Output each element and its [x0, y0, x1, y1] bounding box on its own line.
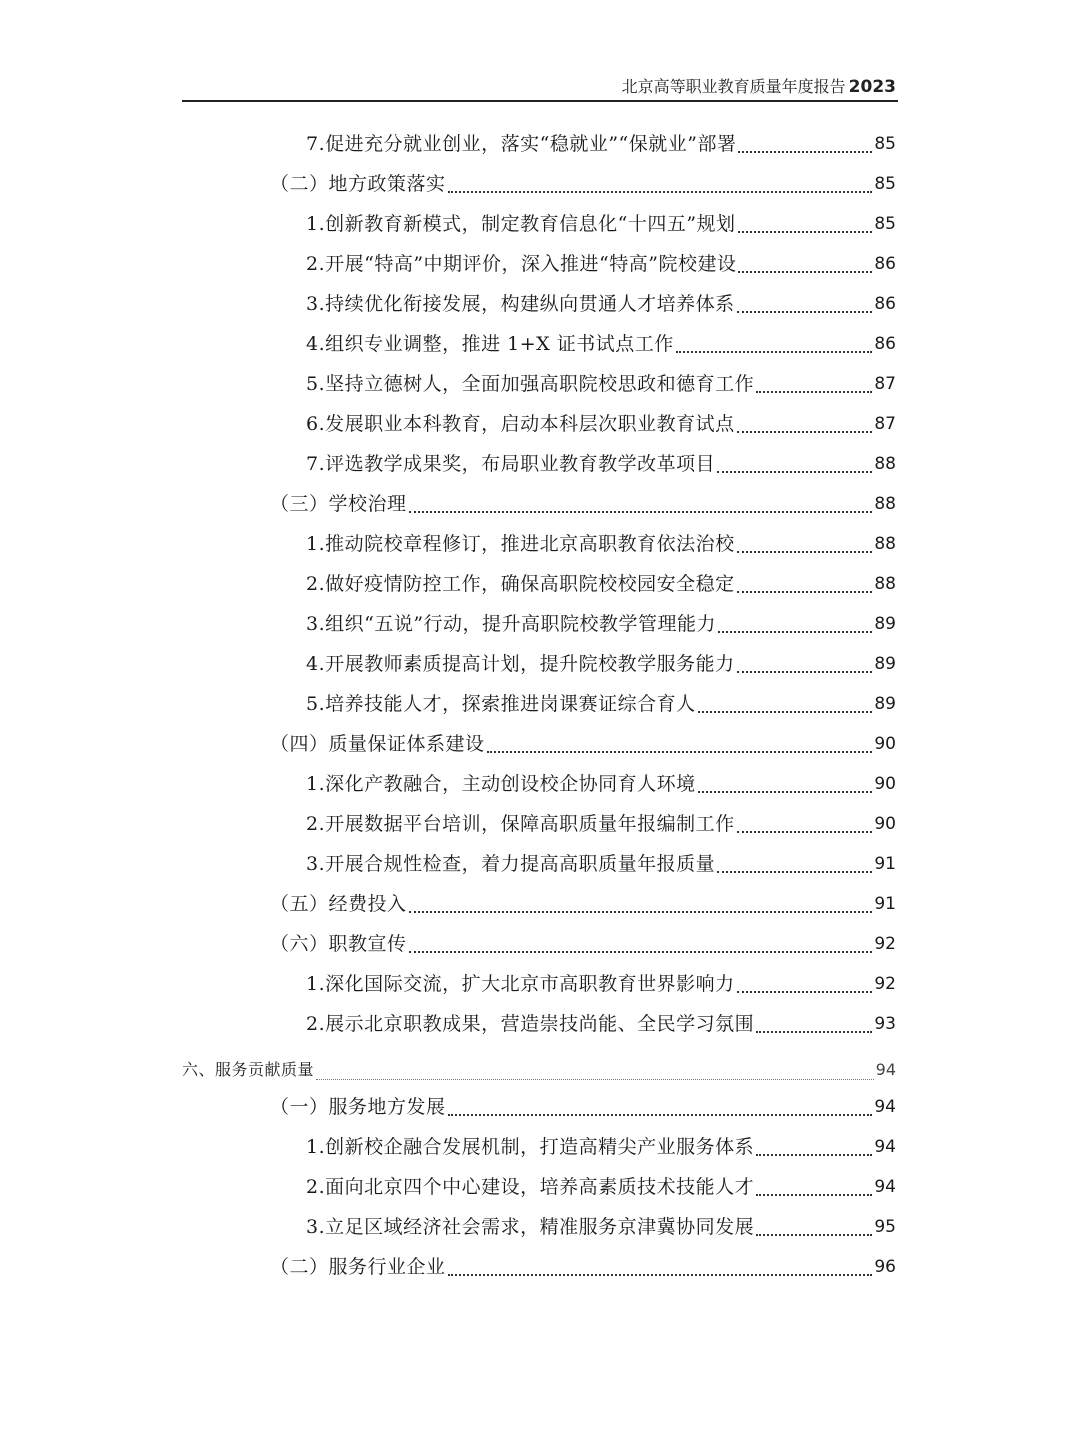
toc-entry[interactable] [306, 324, 896, 364]
toc-entry-page: 90 [874, 814, 896, 834]
dot-leader [717, 865, 872, 873]
dot-leader [738, 225, 873, 233]
toc-entry-page: 88 [874, 574, 896, 594]
toc-entry-title: 1.创新校企融合发展机制，打造高精尖产业服务体系 [306, 1136, 755, 1158]
toc-entry-title: 5.坚持立德树人，全面加强高职院校思政和德育工作 [306, 373, 755, 395]
toc-entry[interactable] [306, 964, 896, 1004]
dot-leader [737, 825, 873, 833]
toc-entry-title: 2.面向北京四个中心建设，培养高素质技术技能人才 [306, 1176, 755, 1198]
toc-entry[interactable] [270, 724, 896, 764]
toc-entry-page: 90 [874, 734, 896, 754]
toc-entry-title: （二）地方政策落实 [270, 173, 446, 195]
toc-entry-title: 3.持续优化衔接发展，构建纵向贯通人才培养体系 [306, 293, 735, 315]
page-header [182, 72, 898, 102]
header-title [622, 74, 896, 97]
toc-entry[interactable] [306, 204, 896, 244]
dot-leader [717, 465, 872, 473]
toc-entry[interactable] [306, 404, 896, 444]
toc-entry-title: 7.评选教学成果奖，布局职业教育教学改革项目 [306, 453, 716, 475]
toc-entry-page: 88 [874, 494, 896, 514]
dot-leader [737, 665, 873, 673]
toc-entry-title: （二）服务行业企业 [270, 1256, 446, 1278]
toc-entry[interactable] [270, 484, 896, 524]
toc-entry-page: 90 [874, 774, 896, 794]
toc-entry-title: （一）服务地方发展 [270, 1096, 446, 1118]
dot-leader [738, 265, 872, 273]
toc-entry-title: 3.组织“五说”行动，提升高职院校教学管理能力 [306, 613, 717, 635]
dot-leader [738, 145, 872, 153]
dot-leader [756, 1228, 872, 1236]
dot-leader [737, 585, 873, 593]
toc-entry-page: 93 [874, 1014, 896, 1034]
dot-leader [698, 705, 873, 713]
dot-leader [448, 185, 873, 193]
toc-entry-title: 2.开展“特高”中期评价，深入推进“特高”院校建设 [306, 253, 737, 275]
toc-entry-title: 2.开展数据平台培训，保障高职质量年报编制工作 [306, 813, 735, 835]
header-year: 2023 [848, 77, 896, 97]
toc-entry-page: 91 [874, 854, 896, 874]
toc-entry[interactable] [306, 1127, 896, 1167]
toc-entry-title: 4.开展教师素质提高计划，提升院校教学服务能力 [306, 653, 735, 675]
toc-entry-title: 3.开展合规性检查，着力提高高职质量年报质量 [306, 853, 716, 875]
toc-entry[interactable] [306, 764, 896, 804]
toc-entry-page: 91 [874, 894, 896, 914]
dot-leader [756, 1148, 872, 1156]
toc-entry[interactable] [306, 844, 896, 884]
toc-entry-title: 2.展示北京职教成果，营造崇技尚能、全民学习氛围 [306, 1013, 755, 1035]
toc-entry-title: 6.发展职业本科教育，启动本科层次职业教育试点 [306, 413, 735, 435]
dot-leader [737, 425, 873, 433]
toc-entry-page: 95 [874, 1217, 896, 1237]
toc-entry[interactable] [270, 924, 896, 964]
dot-leader [737, 545, 873, 553]
toc-entry-page: 88 [874, 534, 896, 554]
toc-entry[interactable] [306, 444, 896, 484]
toc-entry-title: 1.推动院校章程修订，推进北京高职教育依法治校 [306, 533, 735, 555]
toc-entry[interactable] [306, 524, 896, 564]
toc-entry-page: 87 [874, 374, 896, 394]
dot-leader [409, 905, 873, 913]
toc-entry[interactable] [306, 684, 896, 724]
toc-entry-page: 87 [874, 414, 896, 434]
toc-entry-title: 1.深化产教融合，主动创设校企协同育人环境 [306, 773, 696, 795]
dot-leader [718, 625, 872, 633]
toc-entry-title: 1.深化国际交流，扩大北京市高职教育世界影响力 [306, 973, 735, 995]
toc-entry-title: 3.立足区域经济社会需求，精准服务京津冀协同发展 [306, 1216, 755, 1238]
toc-entry-page: 96 [874, 1257, 896, 1277]
toc-entry-page: 89 [874, 694, 896, 714]
dot-leader [448, 1108, 873, 1116]
toc-entry-page: 92 [874, 934, 896, 954]
toc-entry[interactable] [306, 124, 896, 164]
toc-entry-title: （四）质量保证体系建设 [270, 733, 485, 755]
dot-leader [487, 745, 873, 753]
toc-entry-title: 六、服务贡献质量 [182, 1060, 315, 1079]
dot-leader [448, 1268, 873, 1276]
toc-entry[interactable] [306, 1004, 896, 1044]
toc-entry-page: 94 [875, 1060, 896, 1079]
toc-entry-page: 86 [874, 294, 896, 314]
header-title-text: 北京高等职业教育质量年度报告 [621, 77, 846, 96]
toc-entry[interactable] [306, 644, 896, 684]
toc-entry[interactable] [270, 1087, 896, 1127]
toc-entry[interactable] [306, 1167, 896, 1207]
toc-entry[interactable] [306, 364, 896, 404]
toc-entry-title: 1.创新教育新模式，制定教育信息化“十四五”规划 [306, 213, 736, 235]
toc-entry-page: 85 [874, 134, 896, 154]
toc-entry-title: 2.做好疫情防控工作，确保高职院校校园安全稳定 [306, 573, 735, 595]
toc-entry[interactable] [306, 804, 896, 844]
toc-entry-page: 89 [874, 654, 896, 674]
toc-entry-page: 94 [874, 1097, 896, 1117]
toc-chapter[interactable] [182, 1056, 896, 1090]
toc-entry-page: 89 [874, 614, 896, 634]
toc-entry-title: 7.促进充分就业创业，落实“稳就业”“保就业”部署 [306, 133, 737, 155]
dot-leader [409, 945, 873, 953]
dot-leader [316, 1073, 874, 1080]
toc-entry[interactable] [306, 1207, 896, 1247]
toc-entry[interactable] [270, 164, 896, 204]
dot-leader [676, 345, 873, 353]
toc-entry[interactable] [270, 1247, 896, 1287]
toc-entry[interactable] [306, 244, 896, 284]
toc-entry-page: 85 [874, 214, 896, 234]
toc-entry[interactable] [270, 884, 896, 924]
toc-entry-page: 94 [874, 1137, 896, 1157]
toc-entry-title: （六）职教宣传 [270, 933, 407, 955]
toc-entry-page: 92 [874, 974, 896, 994]
toc-entry-title: （三）学校治理 [270, 493, 407, 515]
dot-leader [756, 1188, 872, 1196]
dot-leader [737, 305, 873, 313]
toc-entry-page: 86 [874, 334, 896, 354]
toc-entry[interactable] [306, 604, 896, 644]
dot-leader [737, 985, 873, 993]
toc-entry-page: 85 [874, 174, 896, 194]
toc-entry-page: 86 [874, 254, 896, 274]
dot-leader [756, 385, 872, 393]
toc-entry-title: 5.培养技能人才，探索推进岗课赛证综合育人 [306, 693, 696, 715]
toc-entry-page: 94 [874, 1177, 896, 1197]
dot-leader [756, 1025, 872, 1033]
dot-leader [698, 785, 873, 793]
toc-entry-title: （五）经费投入 [270, 893, 407, 915]
toc-entry[interactable] [306, 564, 896, 604]
dot-leader [409, 505, 873, 513]
toc-entry-page: 88 [874, 454, 896, 474]
toc-entry-title: 4.组织专业调整，推进 1+X 证书试点工作 [306, 333, 674, 355]
toc-entry[interactable] [306, 284, 896, 324]
